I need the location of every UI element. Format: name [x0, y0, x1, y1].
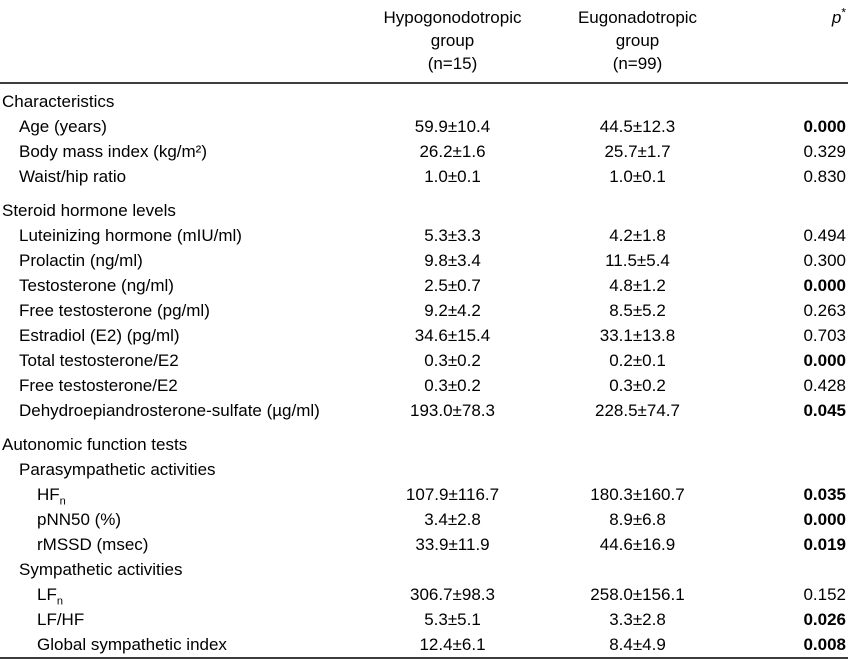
p-asterisk: * [841, 5, 846, 20]
p-value: 0.000 [803, 117, 846, 136]
p-value [730, 557, 848, 582]
p-value: 0.428 [803, 376, 846, 395]
p-value [730, 198, 848, 223]
p-value: 0.045 [803, 401, 846, 420]
value-hypogonodotropic: 2.5±0.7 [424, 276, 481, 295]
p-value: 0.703 [803, 326, 846, 345]
table-row [0, 248, 848, 273]
section-row [0, 198, 848, 223]
row-label [0, 373, 360, 398]
p-value: 0.035 [803, 485, 846, 504]
value-eugonadotropic: 1.0±0.1 [609, 167, 666, 186]
row-label-text: Sympathetic activities [19, 560, 183, 579]
value-hypogonodotropic: 5.3±5.1 [424, 610, 481, 629]
value-hypogonodotropic [360, 432, 545, 457]
section-row [0, 557, 848, 582]
value-hypogonodotropic: 193.0±78.3 [410, 401, 495, 420]
table-body [0, 84, 848, 657]
table-row [0, 582, 848, 607]
row-label [0, 298, 360, 323]
table-row [0, 398, 848, 423]
section-row [0, 89, 848, 114]
value-eugonadotropic: 8.9±6.8 [609, 510, 666, 529]
p-value: 0.152 [803, 585, 846, 604]
value-eugonadotropic: 180.3±160.7 [590, 485, 685, 504]
row-label-text: Age (years) [19, 117, 107, 136]
row-label-text: LF/HF [37, 610, 85, 629]
value-eugonadotropic: 25.7±1.7 [604, 142, 671, 161]
group1-name: Hypogonodotropic [383, 8, 522, 27]
p-value [730, 89, 848, 114]
row-label [0, 164, 360, 189]
p-value: 0.494 [803, 226, 846, 245]
row-label [0, 114, 360, 139]
group2-name: Eugonadotropic [577, 8, 698, 27]
value-hypogonodotropic [360, 457, 545, 482]
value-hypogonodotropic [360, 557, 545, 582]
row-label [0, 632, 360, 657]
value-eugonadotropic: 8.5±5.2 [609, 301, 666, 320]
row-label [0, 273, 360, 298]
value-eugonadotropic: 8.4±4.9 [609, 635, 666, 654]
value-hypogonodotropic: 0.3±0.2 [424, 376, 481, 395]
value-hypogonodotropic: 12.4±6.1 [419, 635, 486, 654]
value-eugonadotropic [545, 198, 730, 223]
row-label [0, 198, 360, 223]
row-label-text: Body mass index (kg/m²) [19, 142, 207, 161]
value-eugonadotropic: 0.2±0.1 [609, 351, 666, 370]
p-value: 0.830 [803, 167, 846, 186]
value-eugonadotropic: 33.1±13.8 [599, 326, 676, 345]
table-row [0, 373, 848, 398]
table-row [0, 114, 848, 139]
row-label [0, 532, 360, 557]
p-value: 0.329 [803, 142, 846, 161]
row-label [0, 607, 360, 632]
p-value [730, 457, 848, 482]
row-label [0, 457, 360, 482]
table-row [0, 348, 848, 373]
row-label-text: HF [37, 485, 60, 504]
p-value: 0.000 [803, 351, 846, 370]
table-row [0, 532, 848, 557]
p-value: 0.000 [803, 276, 846, 295]
row-label-text: pNN50 (%) [37, 510, 122, 529]
table-row [0, 139, 848, 164]
value-hypogonodotropic: 1.0±0.1 [424, 167, 481, 186]
value-hypogonodotropic: 9.2±4.2 [424, 301, 481, 320]
p-value: 0.263 [803, 301, 846, 320]
row-label [0, 507, 360, 532]
value-hypogonodotropic: 0.3±0.2 [424, 351, 481, 370]
p-value: 0.000 [803, 510, 846, 529]
row-label [0, 398, 360, 423]
column-header-p-value [730, 6, 848, 29]
value-eugonadotropic: 258.0±156.1 [590, 585, 685, 604]
value-hypogonodotropic: 5.3±3.3 [424, 226, 481, 245]
value-hypogonodotropic: 26.2±1.6 [419, 142, 486, 161]
table-row [0, 323, 848, 348]
value-hypogonodotropic: 9.8±3.4 [424, 251, 481, 270]
row-label [0, 248, 360, 273]
p-value [730, 432, 848, 457]
group1-n: (n=15) [427, 54, 478, 73]
value-eugonadotropic: 11.5±5.4 [605, 251, 670, 270]
value-eugonadotropic [545, 432, 730, 457]
row-label-text: Autonomic function tests [2, 435, 188, 454]
column-header-hypogonodotropic-group [360, 6, 545, 75]
row-label-text: rMSSD (msec) [37, 535, 149, 554]
row-label-text: Estradiol (E2) (pg/ml) [19, 326, 180, 345]
table-row [0, 632, 848, 657]
row-label-text: Free testosterone (pg/ml) [19, 301, 210, 320]
row-label [0, 482, 360, 507]
row-label-text: Luteinizing hormone (mIU/ml) [19, 226, 242, 245]
value-eugonadotropic: 3.3±2.8 [609, 610, 666, 629]
row-label-text: Testosterone (ng/ml) [19, 276, 174, 295]
row-label-text: Steroid hormone levels [2, 201, 176, 220]
value-eugonadotropic [545, 557, 730, 582]
row-label [0, 139, 360, 164]
row-label [0, 89, 360, 114]
value-eugonadotropic: 228.5±74.7 [595, 401, 680, 420]
row-label [0, 323, 360, 348]
row-label [0, 348, 360, 373]
row-label [0, 432, 360, 457]
p-value: 0.008 [803, 635, 846, 654]
value-eugonadotropic: 4.2±1.8 [609, 226, 666, 245]
row-label-subscript: n [56, 595, 63, 607]
value-eugonadotropic: 0.3±0.2 [609, 376, 666, 395]
row-label-subscript: n [59, 495, 66, 507]
section-row [0, 457, 848, 482]
row-label [0, 223, 360, 248]
value-hypogonodotropic: 33.9±11.9 [415, 535, 490, 554]
section-row [0, 432, 848, 457]
group2-word: group [615, 31, 660, 50]
table-row [0, 164, 848, 189]
value-hypogonodotropic [360, 89, 545, 114]
p-symbol: p [831, 8, 842, 27]
row-label-text: Free testosterone/E2 [19, 376, 178, 395]
column-header-eugonadotropic-group [545, 6, 730, 75]
row-label-text: Waist/hip ratio [19, 167, 127, 186]
table-header [0, 0, 848, 84]
table-row [0, 223, 848, 248]
row-label-text: Dehydroepiandrosterone-sulfate (µg/ml) [19, 401, 320, 420]
table-row [0, 482, 848, 507]
row-label-text: LF [37, 585, 57, 604]
table-row [0, 507, 848, 532]
value-hypogonodotropic [360, 198, 545, 223]
p-value: 0.300 [803, 251, 846, 270]
value-eugonadotropic: 44.6±16.9 [599, 535, 676, 554]
value-hypogonodotropic: 3.4±2.8 [424, 510, 481, 529]
table-row [0, 607, 848, 632]
row-label [0, 557, 360, 582]
row-label-text: Prolactin (ng/ml) [19, 251, 143, 270]
value-eugonadotropic [545, 89, 730, 114]
row-label [0, 582, 360, 607]
row-label-text: Parasympathetic activities [19, 460, 216, 479]
p-value: 0.026 [803, 610, 846, 629]
group1-word: group [430, 31, 475, 50]
row-label-text: Global sympathetic index [37, 635, 227, 654]
value-eugonadotropic [545, 457, 730, 482]
row-label-text: Characteristics [2, 92, 115, 111]
row-label-text: Total testosterone/E2 [19, 351, 179, 370]
p-value: 0.019 [803, 535, 846, 554]
value-eugonadotropic: 44.5±12.3 [599, 117, 676, 136]
value-hypogonodotropic: 107.9±116.7 [405, 485, 500, 504]
table-row [0, 298, 848, 323]
value-eugonadotropic: 4.8±1.2 [609, 276, 666, 295]
table-row [0, 273, 848, 298]
group2-n: (n=99) [612, 54, 663, 73]
value-hypogonodotropic: 306.7±98.3 [410, 585, 495, 604]
value-hypogonodotropic: 34.6±15.4 [414, 326, 491, 345]
value-hypogonodotropic: 59.9±10.4 [414, 117, 491, 136]
